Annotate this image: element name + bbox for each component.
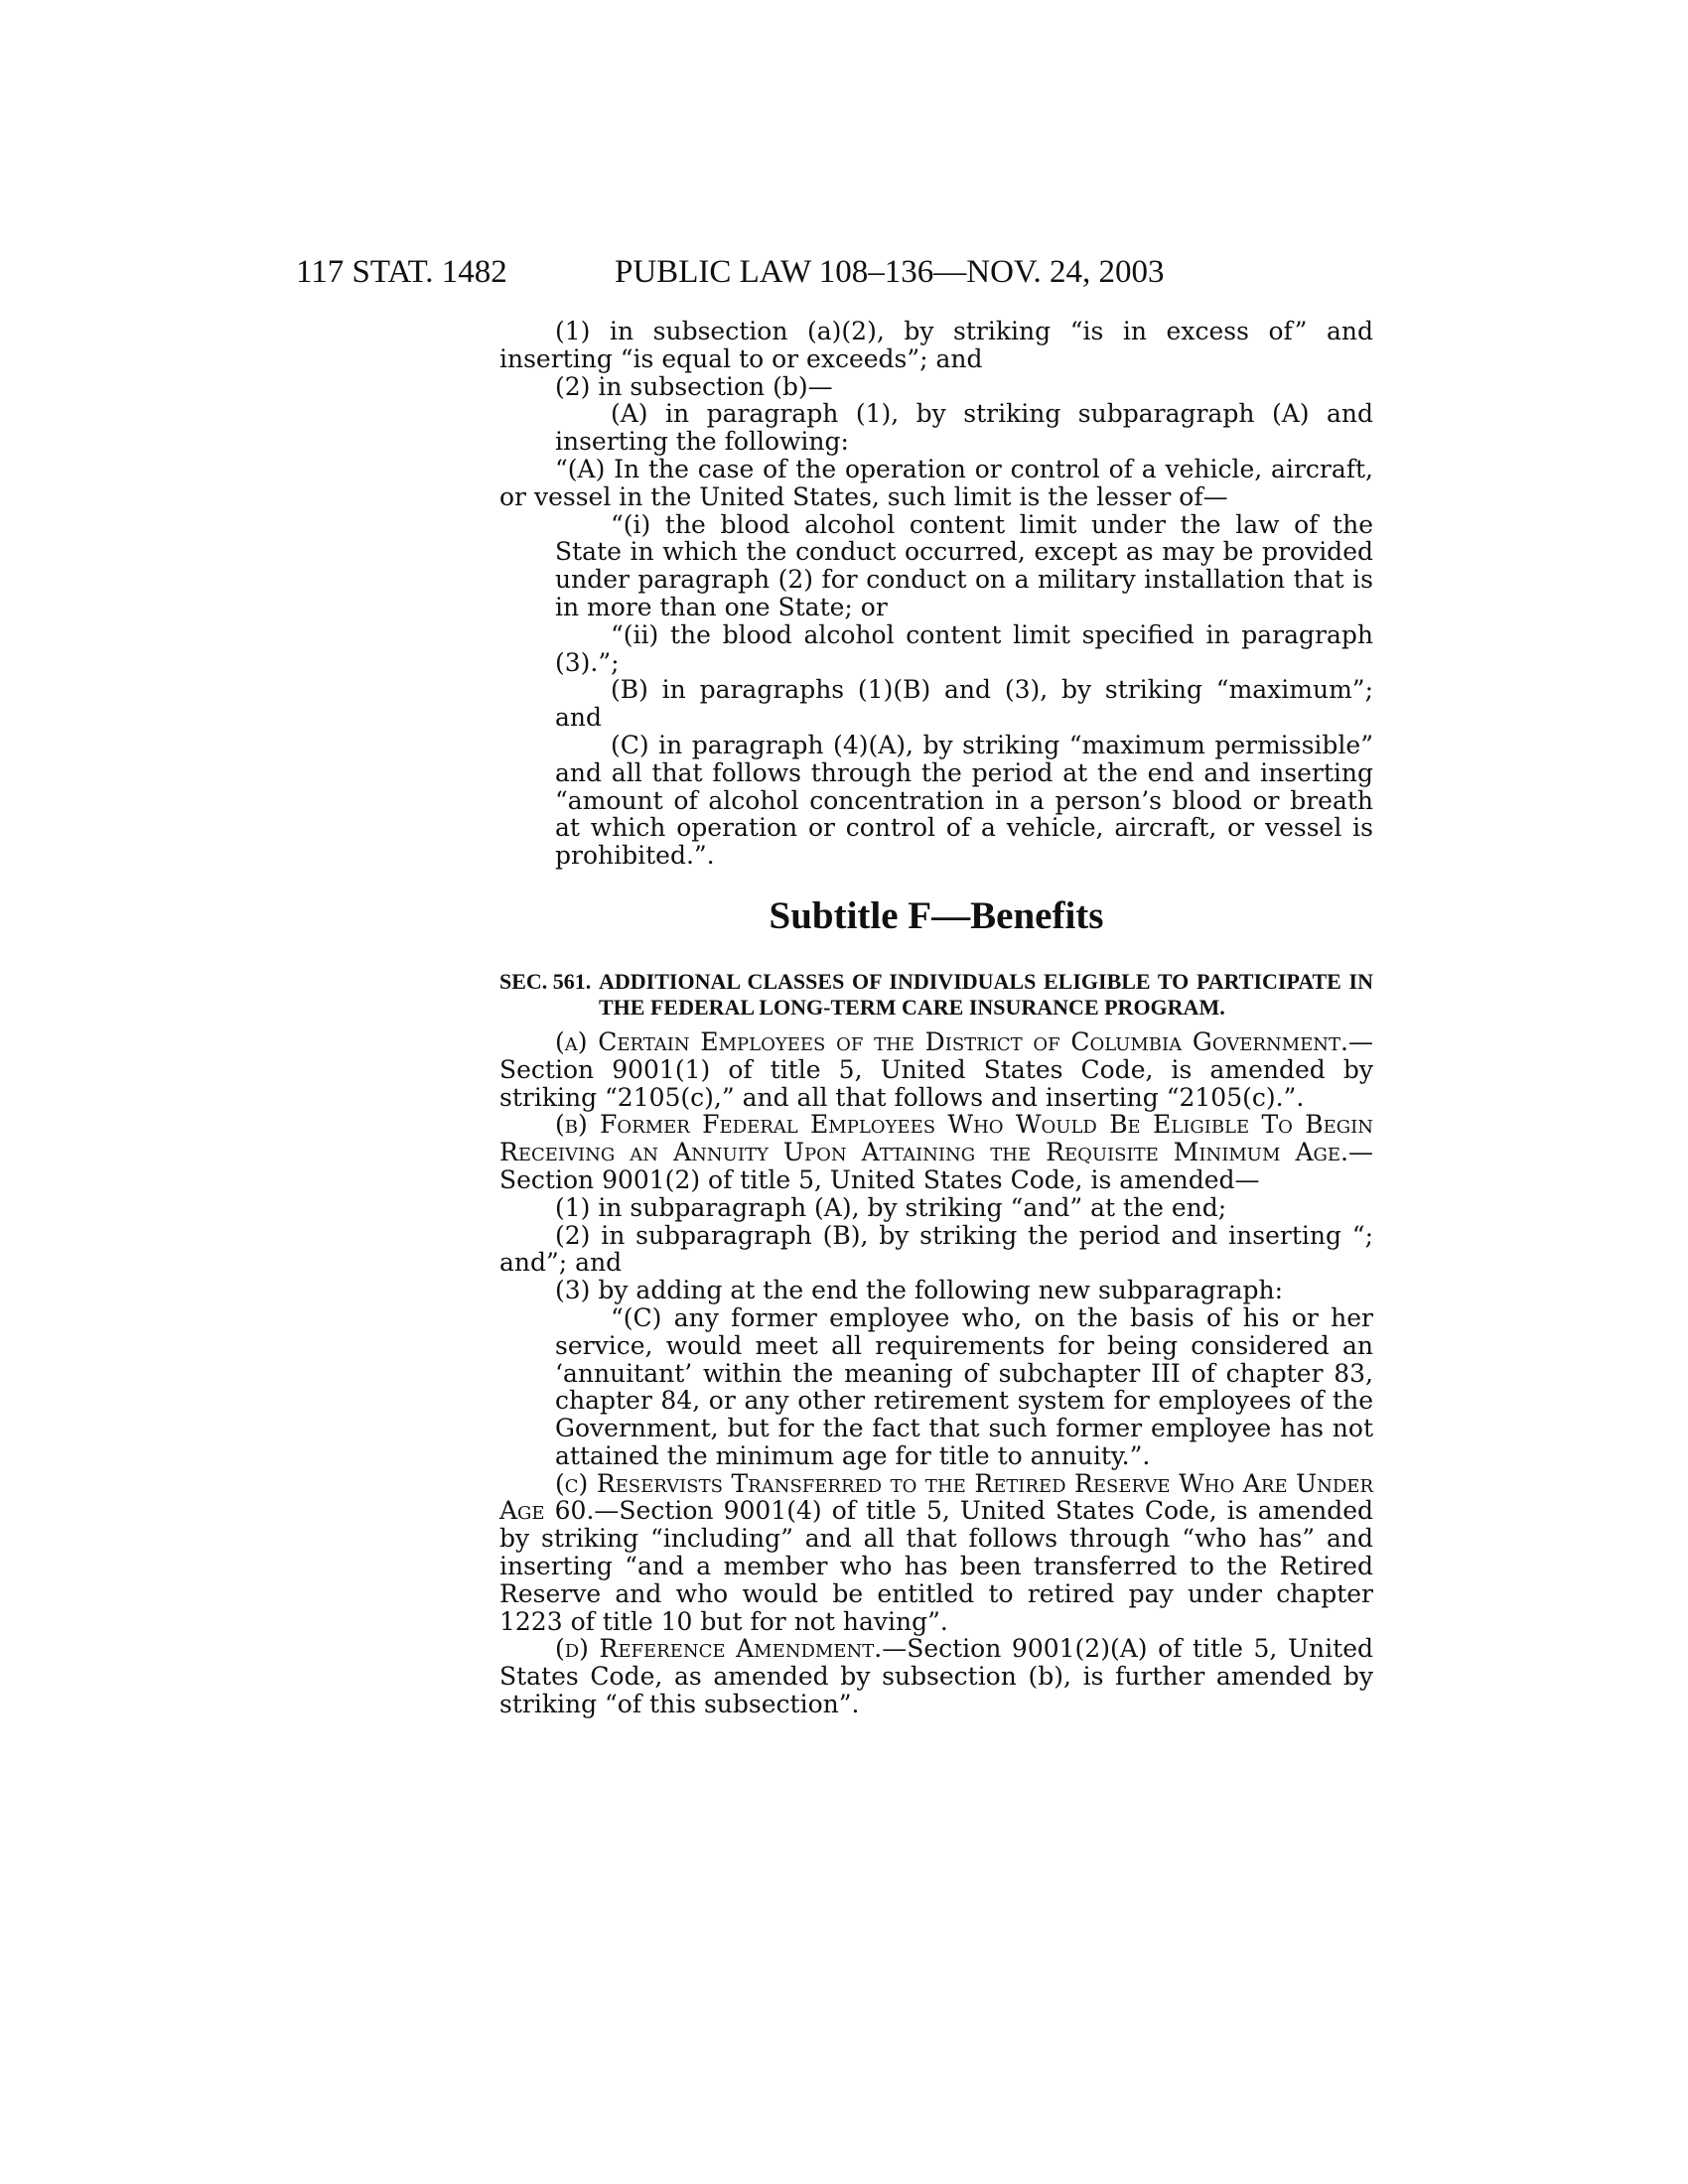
section-number: SEC. 561.: [499, 968, 592, 994]
subparagraph-b: (B) in paragraphs (1)(B) and (3), by striking “maximum”; and: [555, 675, 1373, 733]
section-title: ADDITIONAL CLASSES OF INDIVIDUALS ELIGIBLE TO PARTICIPATE IN THE FEDERAL LONG-TERM CARE INSURANCE PROGRAM.: [599, 968, 1373, 1020]
subparagraph-a: (A) in paragraph (1), by striking subparagraph (A) and inserting the following:: [555, 399, 1373, 457]
subsection-b-inserted-c: “(C) any former employee who, on the basis of his or her service, would meet all requirements for being considered an ‘annuitant’ within the meaning of subchapter III of chapter 83, chapter 84, or any other retirement system for employees of the Government, but for the fact that such former employee has not attained the minimum age for title to annuity.”.: [555, 1302, 1373, 1470]
subsection-b-text: —Section 9001(2) of title 5, United States Code, is amended—: [499, 1138, 1373, 1194]
subtitle-heading: Subtitle F—Benefits: [769, 893, 1104, 937]
subsection-c-text: —Section 9001(4) of title 5, United States Code, is amended by striking “including” and all that follows through “who has” and inserting “and a member who has been transferred to the Retired Reserve and who would be entitled to retired pay under chapter 1223 of title 10 but for not having”.: [499, 1496, 1374, 1636]
subsection-a: [499, 1028, 1373, 1111]
section-heading: [499, 969, 1373, 1021]
subsection-c-heading: (c) Reservists Transferred to the Retired Reserve Who Are Under Age 60.: [499, 1468, 1373, 1526]
subsection-b-item-2: (2) in subparagraph (B), by striking the period and inserting “; and”; and: [499, 1220, 1373, 1278]
subsection-d-heading: (d) Reference Amendment.: [555, 1634, 883, 1664]
clause-i: “(i) the blood alcohol content limit under the law of the State in which the conduct occurred, except as may be provided under paragraph (2) for conduct on a military installation that is in more than one State; or: [555, 509, 1373, 621]
body-text: [499, 318, 1373, 1718]
paragraph-1: (1) in subsection (a)(2), by striking “is in excess of” and inserting “is equal to or exceeds”; and: [499, 317, 1373, 373]
subparagraph-c: (C) in paragraph (4)(A), by striking “maximum permissible” and all that follows through the period at the end and inserting “amount of alcohol concentration in a person’s blood or breath at which operation or control of a vehicle, aircraft, or vessel is prohibited.”.: [555, 730, 1373, 871]
public-law-citation: PUBLIC LAW 108–136—NOV. 24, 2003: [615, 254, 1165, 290]
subsection-a-text: —Section 9001(1) of title 5, United States Code, is amended by striking “2105(c),” and all that follows and inserting “2105(c).”.: [499, 1026, 1373, 1112]
running-header: [296, 252, 1587, 292]
subsection-c: [499, 1470, 1373, 1636]
paragraph-2: (2) in subsection (b)—: [555, 371, 833, 401]
subsection-b-heading: (b) Former Federal Employees Who Would Be Eligible To Begin Receiving an Annuity Upon Attaining the Requisite Minimum Age.: [499, 1110, 1373, 1167]
subsection-b-item-1: (1) in subparagraph (A), by striking “and” at the end;: [555, 1192, 1227, 1222]
subsection-b-item-3: (3) by adding at the end the following new subparagraph:: [555, 1276, 1284, 1305]
subsection-d-text: —Section 9001(2)(A) of title 5, United States Code, as amended by subsection (b), is further amended by striking “of this subsection”.: [499, 1634, 1373, 1719]
subsection-a-heading: (a) Certain Employees of the District of Columbia Government.: [555, 1026, 1348, 1056]
clause-ii: “(ii) the blood alcohol content limit specified in paragraph (3).”;: [555, 619, 1373, 677]
statute-citation: 117 STAT. 1482: [296, 254, 507, 290]
subsection-d: [499, 1635, 1373, 1717]
subsection-b: [499, 1111, 1373, 1193]
inserted-text-a: “(A) In the case of the operation or control of a vehicle, aircraft, or vessel in the United States, such limit is the lesser of—: [499, 454, 1373, 511]
